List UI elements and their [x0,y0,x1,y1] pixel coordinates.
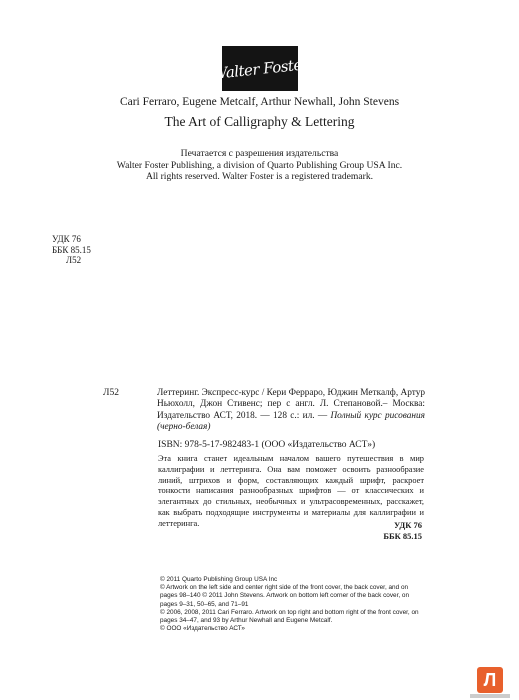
classification-codes [52,234,91,266]
biblio-text: Леттеринг. Экспресс-курс / Кери Ферраро, Юджин Меткалф, Артур Ньюхолл, Джон Стивенс; пер с англ. Л. Степановой.– Москва: Издательство АСТ, 2018. — 128 с.: ил. — [157,388,425,421]
biblio-series: Полный курс рисования [330,410,425,421]
publisher-logo [211,46,309,91]
udk-code-bottom: УДК 76 [393,520,422,530]
authors: Cari Ferraro, Eugene Metcalf, Arthur Newhall, John Stevens [119,96,400,108]
bbk-code: ББК 85.15 [52,244,91,255]
copyright-line: © ООО «Издательство АСТ» [160,625,245,633]
copyright-line: © Artwork on the left side and center right side of the front cover, the back cover, and on pages 98–140 © 2011 John Stevens. Artwork on bottom left corner of the back cover, on pages 9–31, 50–65, and 71–91 [160,584,410,608]
udk-code: УДК 76 [52,234,81,244]
badge-shadow [470,694,510,698]
annotation: Эта книга станет идеальным началом вашего путешествия в мир каллиграфии и леттеринга. Она вам поможет освоить разнообразие линий, штрихов и форм, составляющих каждый шрифт, раскроет тонкости написания разнообразных шрифтов — от классических и элегантных до стильных, необычных и ультрасовременных, расскажет, как выбрать подходящие инструменты и материалы для каллиграфии и леттеринга. [158,454,424,528]
logo-text: Walter Foster [211,54,309,83]
permission-line: All rights reserved. Walter Foster is a registered trademark. [145,171,374,182]
bbk-code-bottom: ББК 85.15 [383,530,422,541]
bibliographic-record [157,388,425,433]
author-mark: Л52 [66,255,82,265]
isbn: ISBN: 978-5-17-982483-1 (ООО «Издательство АСТ») [158,440,376,450]
permission-line: Walter Foster Publishing, a division of Quarto Publishing Group USA Inc. [116,159,403,171]
permission-notice [0,148,519,183]
classification-codes-bottom [360,520,422,541]
biblio-mark: Л52 [103,388,119,398]
litres-badge-icon: Л [477,667,503,693]
book-title: The Art of Calligraphy & Lettering [164,114,355,129]
copyright-line: © 2006, 2008, 2011 Cari Ferraro. Artwork on top right and bottom right of the front cover, on pages 34–47, and 93 by Arthur Newhall and Eugene Metcalf. [160,608,419,625]
permission-line: Печатается с разрешения издательства [180,148,339,159]
copyright-line: © 2011 Quarto Publishing Group USA Inc [160,576,278,583]
biblio-note: (черно-белая) [157,421,211,432]
copyright-block [160,576,422,633]
